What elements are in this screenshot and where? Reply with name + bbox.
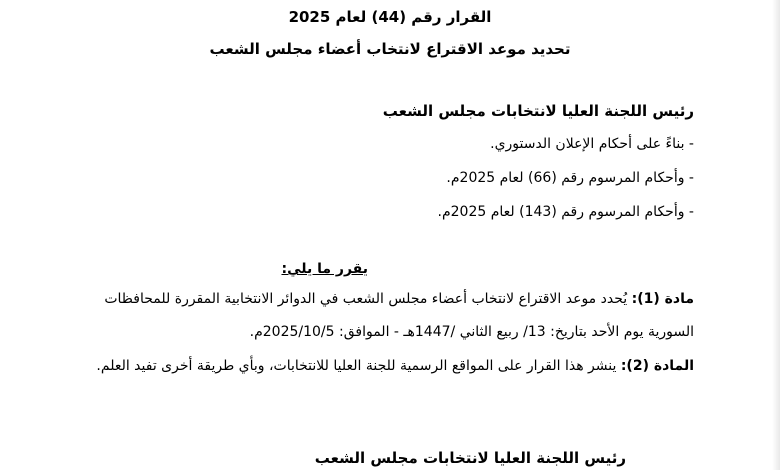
article-2-label: المادة (2):	[620, 358, 694, 374]
article-2	[96, 356, 694, 376]
basis-item-decree-143: - وأحكام المرسوم رقم (143) لعام 2025م.	[437, 204, 694, 220]
article-1-label: مادة (1):	[631, 291, 694, 307]
decision-number: القرار رقم (44) لعام 2025	[288, 8, 492, 26]
article-2-text: ينشر هذا القرار على المواقع الرسمية للجنة العليا للانتخابات، وبأي طريقة أخرى تفيد العلم.	[96, 358, 621, 374]
article-1-continuation: السورية يوم الأحد بتاريخ: 13/ ربيع الثاني /1447هـ - الموافق: 2025/10/5م.	[249, 324, 694, 340]
basis-item-constitutional: - بناءً على أحكام الإعلان الدستوري.	[490, 136, 694, 152]
basis-item-decree-66: - وأحكام المرسوم رقم (66) لعام 2025م.	[446, 170, 694, 186]
page-edge-shadow	[772, 0, 780, 470]
issuer-title: رئيس اللجنة العليا لانتخابات مجلس الشعب	[382, 102, 694, 120]
article-1-text: يُحدد موعد الاقتراع لانتخاب أعضاء مجلس الشعب في الدوائر الانتخابية المقررة للمحافظات	[104, 291, 632, 307]
decision-subject: تحديد موعد الاقتراع لانتخاب أعضاء مجلس الشعب	[209, 40, 571, 58]
decision-heading: يقرر ما يلي:	[281, 261, 368, 277]
article-1	[104, 289, 694, 309]
signature-title: رئيس اللجنة العليا لانتخابات مجلس الشعب	[314, 449, 626, 467]
